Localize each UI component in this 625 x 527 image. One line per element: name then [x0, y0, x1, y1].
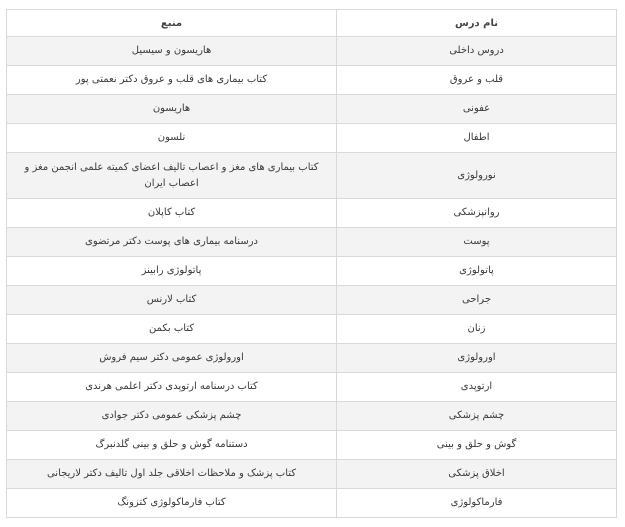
course-name-cell: چشم پزشکی: [337, 402, 617, 431]
table-row: [7, 37, 617, 66]
source-cell: پاتولوژی رابینز: [7, 257, 337, 286]
source-cell: درسنامه بیماری های پوست دکتر مرتضوی: [7, 228, 337, 257]
table-row: [7, 431, 617, 460]
table-row: [7, 257, 617, 286]
course-sources-table: [6, 9, 617, 518]
header-source: منبع: [7, 10, 337, 37]
course-name-cell: پاتولوژی: [337, 257, 617, 286]
course-name-cell: اورولوژی: [337, 344, 617, 373]
table-row: [7, 66, 617, 95]
table-header-row: [7, 10, 617, 37]
table-row: [7, 95, 617, 124]
course-name-cell: اخلاق پزشکی: [337, 460, 617, 489]
course-name-cell: ارتوپدی: [337, 373, 617, 402]
table-row: [7, 402, 617, 431]
source-cell: کتاب پزشک و ملاحظات اخلاقی جلد اول تالیف دکتر لاریجانی: [7, 460, 337, 489]
course-sources-table-container: [6, 9, 617, 518]
table-row: [7, 199, 617, 228]
source-cell: هاریسون و سیسیل: [7, 37, 337, 66]
source-cell: کتاب بیماری های مغز و اعصاب تالیف اعضای کمیته علمی انجمن مغز و اعصاب ایران: [7, 153, 337, 199]
course-name-cell: قلب و عروق: [337, 66, 617, 95]
table-row: [7, 489, 617, 518]
table-row: [7, 153, 617, 199]
course-name-cell: عفونی: [337, 95, 617, 124]
table-row: [7, 124, 617, 153]
course-name-cell: نورولوژی: [337, 153, 617, 199]
source-cell: کتاب کاپلان: [7, 199, 337, 228]
table-row: [7, 315, 617, 344]
course-name-cell: فارماکولوژی: [337, 489, 617, 518]
source-cell: کتاب فارماکولوژی کتزونگ: [7, 489, 337, 518]
table-row: [7, 460, 617, 489]
source-cell: دستنامه گوش و حلق و بینی گلدنبرگ: [7, 431, 337, 460]
table-row: [7, 344, 617, 373]
source-cell: چشم پزشکی عمومی دکتر جوادی: [7, 402, 337, 431]
source-cell: نلسون: [7, 124, 337, 153]
course-name-cell: پوست: [337, 228, 617, 257]
course-name-cell: روانپزشکی: [337, 199, 617, 228]
source-cell: هاریسون: [7, 95, 337, 124]
source-cell: اورولوژی عمومی دکتر سیم فروش: [7, 344, 337, 373]
course-name-cell: گوش و حلق و بینی: [337, 431, 617, 460]
source-cell: کتاب درسنامه ارتوپدی دکتر اعلمی هرندی: [7, 373, 337, 402]
course-name-cell: جراحی: [337, 286, 617, 315]
table-row: [7, 286, 617, 315]
header-course-name: نام درس: [337, 10, 617, 37]
course-name-cell: زنان: [337, 315, 617, 344]
course-name-cell: اطفال: [337, 124, 617, 153]
course-name-cell: دروس داخلی: [337, 37, 617, 66]
source-cell: کتاب بیماری های قلب و عروق دکتر نعمتی پور: [7, 66, 337, 95]
source-cell: کتاب لارنس: [7, 286, 337, 315]
table-row: [7, 373, 617, 402]
table-row: [7, 228, 617, 257]
source-cell: کتاب بکمن: [7, 315, 337, 344]
